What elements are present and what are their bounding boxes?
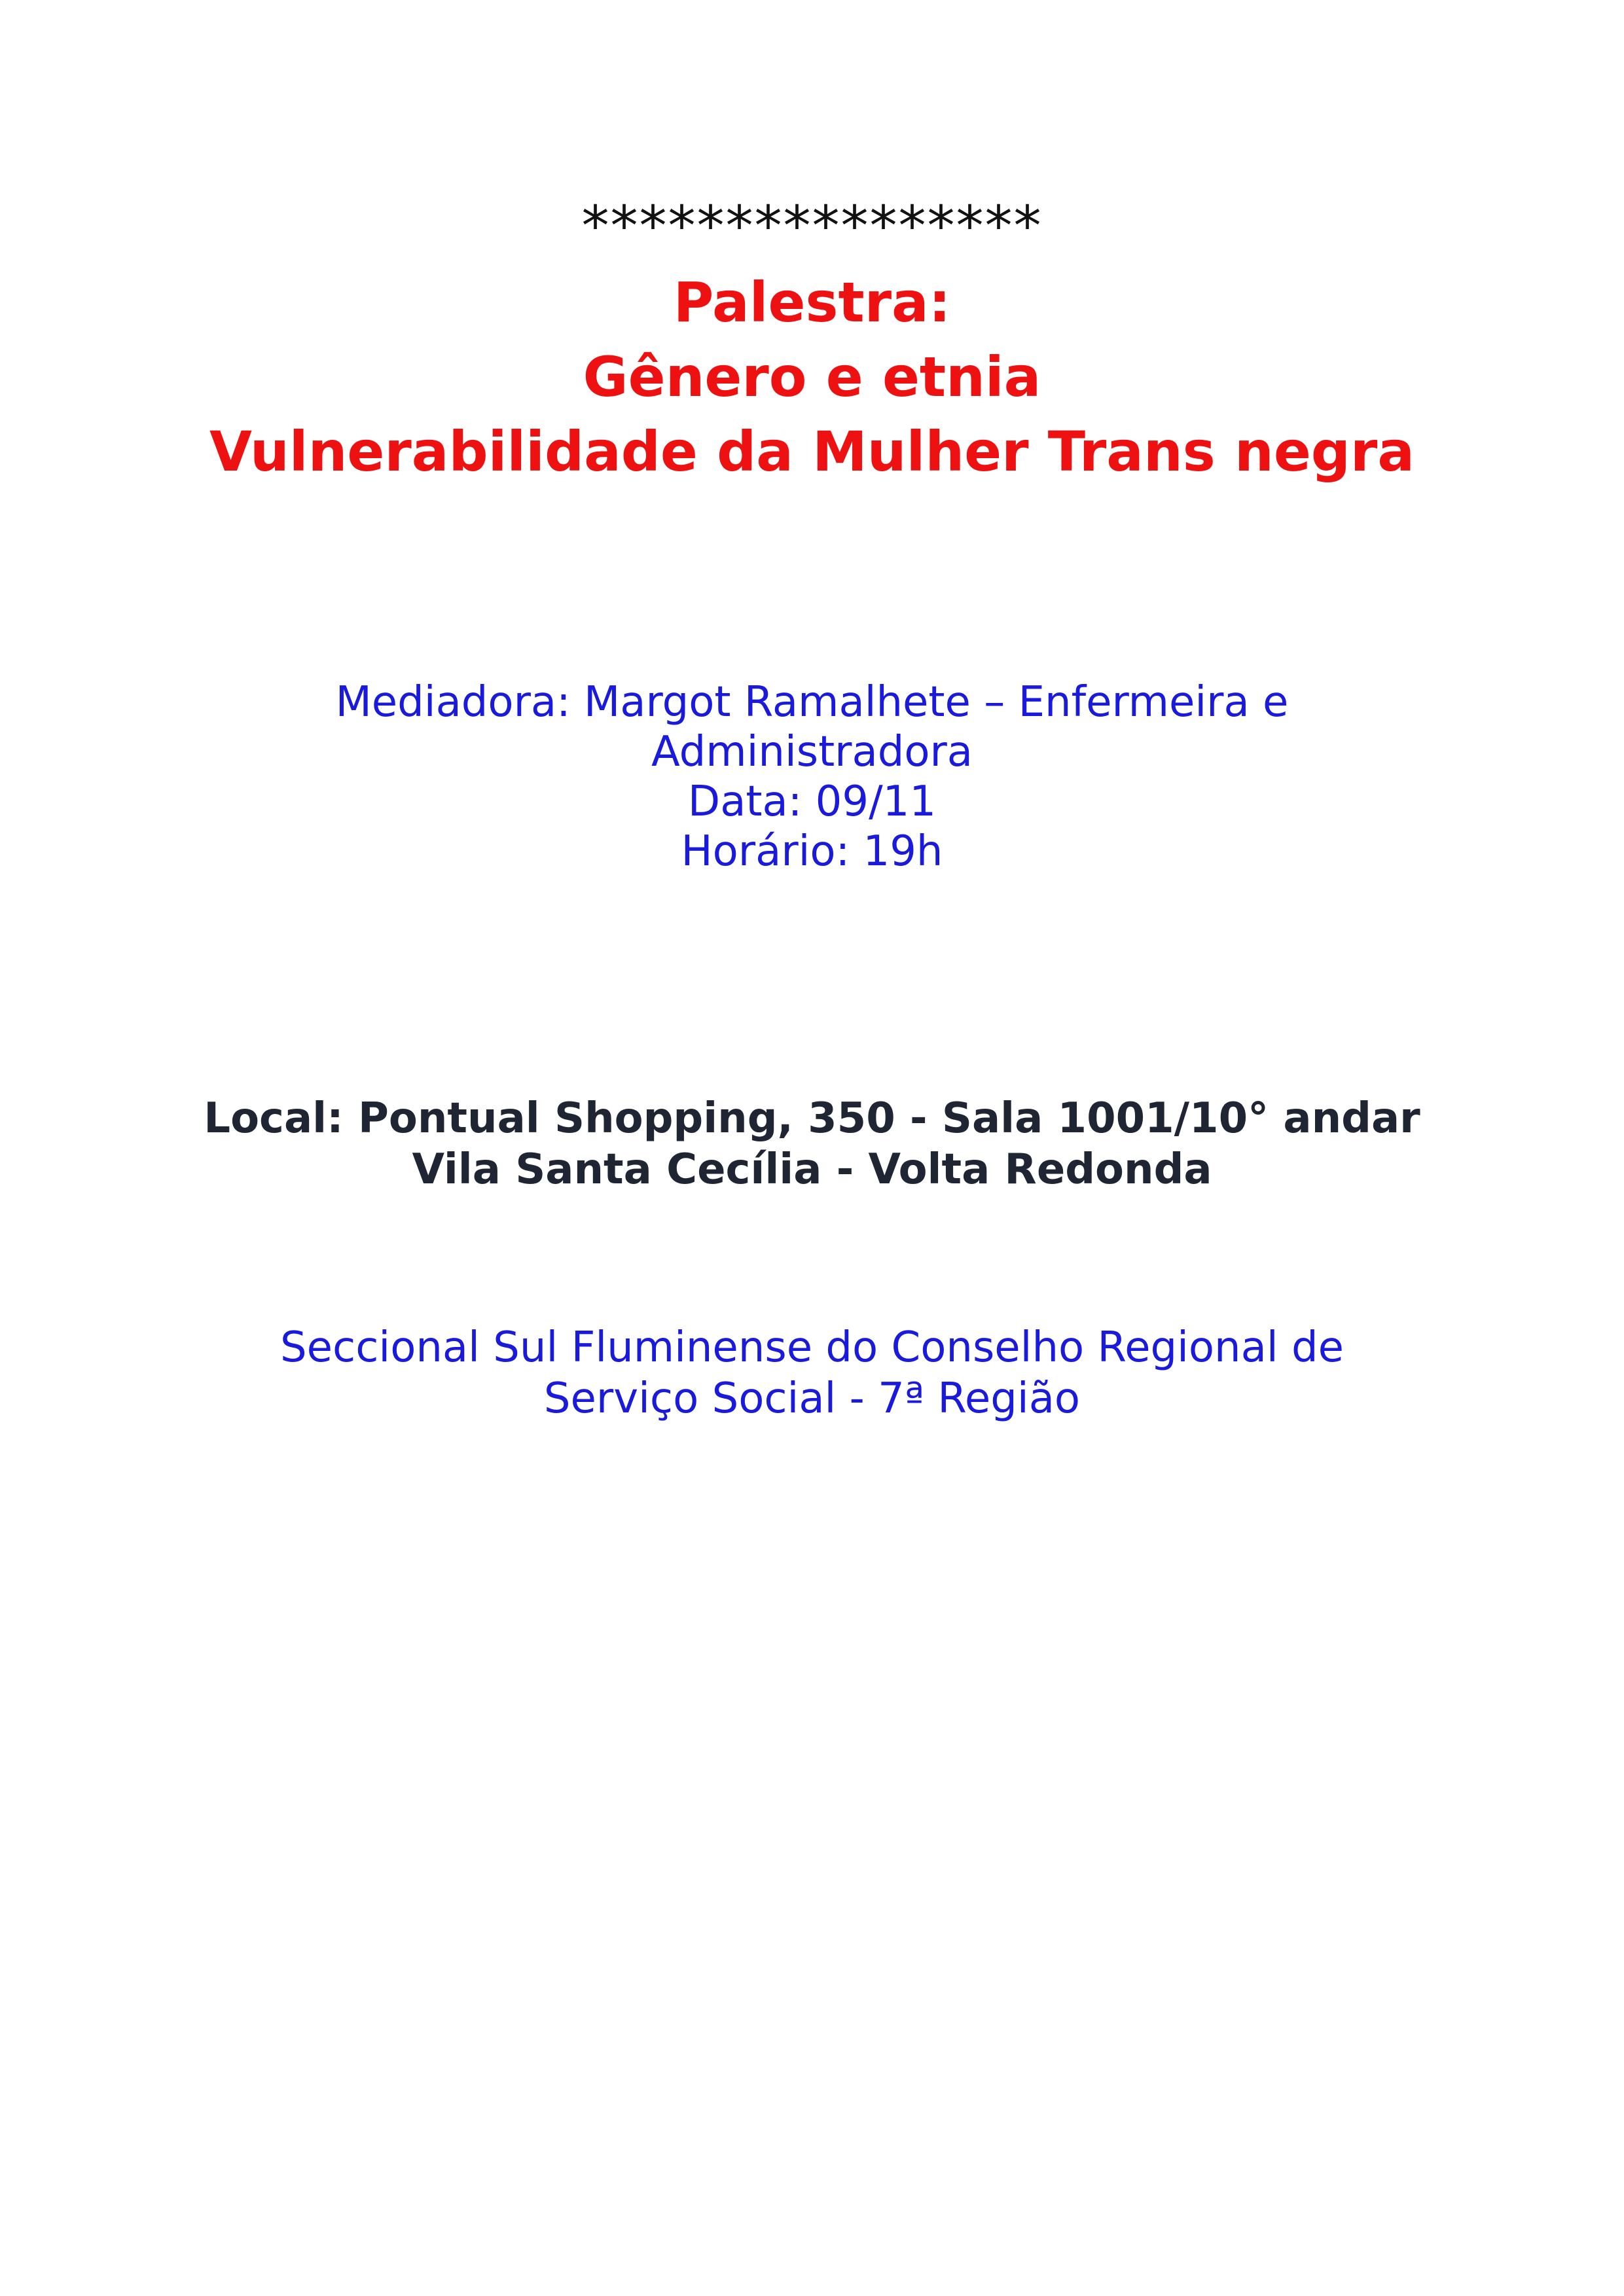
event-organizer bbox=[0, 1322, 1624, 1424]
stars-text: **************** bbox=[581, 194, 1043, 258]
title-line-3: Vulnerabilidade da Mulher Trans negra bbox=[209, 420, 1415, 484]
event-info bbox=[0, 677, 1624, 876]
event-time: Horário: 19h bbox=[681, 827, 943, 876]
decorative-stars bbox=[0, 190, 1624, 262]
mediadora-line-1: Mediadora: Margot Ramalhete – Enfermeira e bbox=[335, 678, 1289, 726]
event-date: Data: 09/11 bbox=[687, 778, 937, 826]
location-line-1: Local: Pontual Shopping, 350 - Sala 1001/10° andar bbox=[204, 1094, 1420, 1143]
organizer-line-1: Seccional Sul Fluminense do Conselho Regional de bbox=[280, 1323, 1344, 1372]
title-line-2: Gênero e etnia bbox=[583, 345, 1041, 409]
mediadora-line-2: Administradora bbox=[651, 728, 973, 776]
event-location bbox=[0, 1093, 1624, 1195]
title-line-1: Palestra: bbox=[673, 270, 951, 334]
organizer-line-2: Serviço Social - 7ª Região bbox=[543, 1374, 1081, 1423]
event-title bbox=[0, 265, 1624, 489]
location-line-2: Vila Santa Cecília - Volta Redonda bbox=[412, 1145, 1212, 1194]
